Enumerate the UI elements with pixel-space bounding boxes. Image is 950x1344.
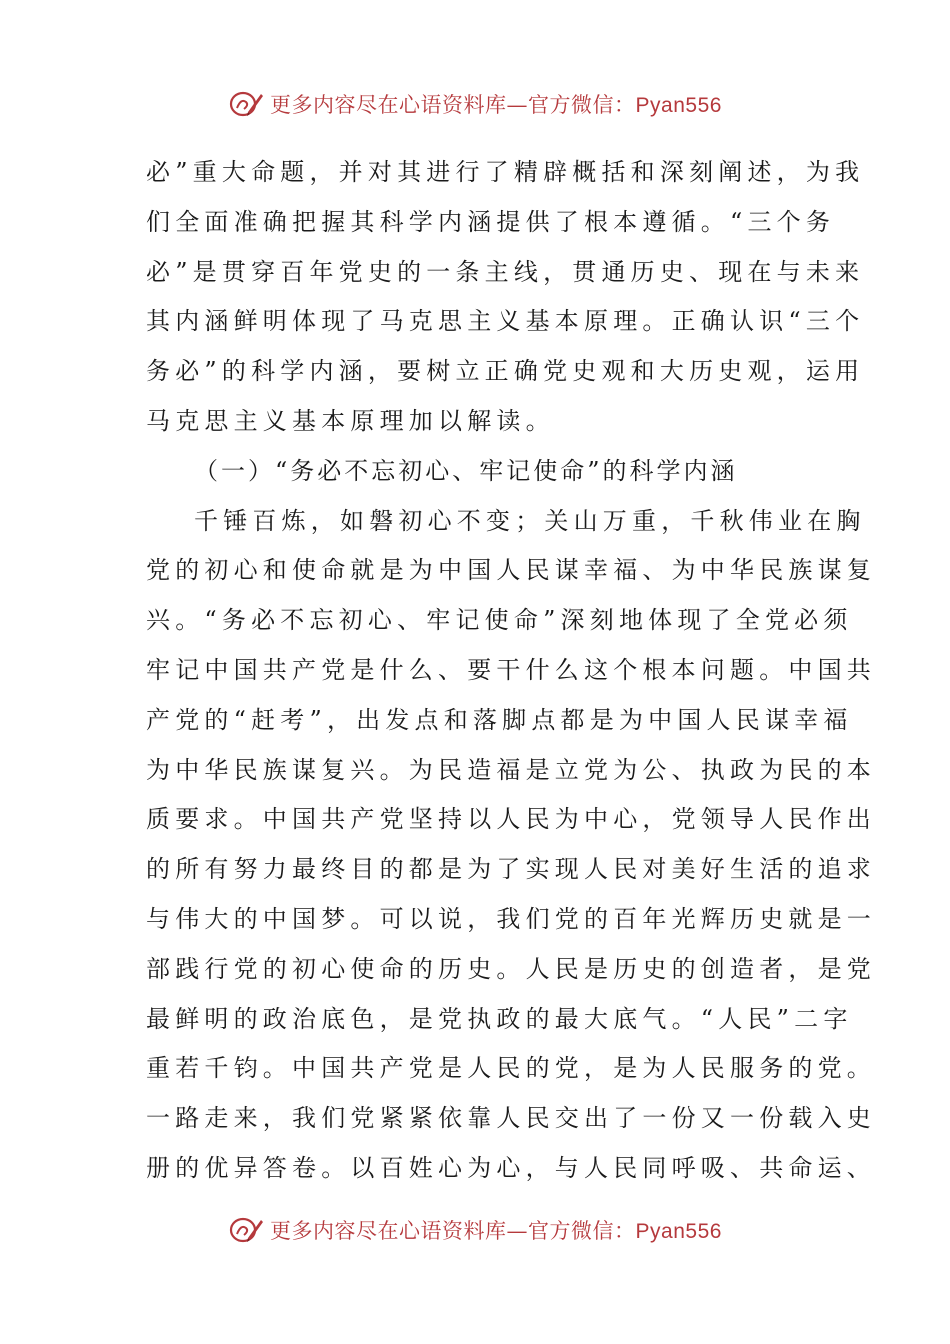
text-line: 一路走来，我们党紧紧依靠人民交出了一份又一份载入史: [146, 1104, 876, 1133]
text-line: 们全面准确把握其科学内涵提供了根本遵循。“三个务: [146, 207, 836, 236]
text-line: 与伟大的中国梦。可以说，我们党的百年光辉历史就是一: [146, 904, 876, 933]
text-line: 重若千钧。中国共产党是人民的党，是为人民服务的党。: [146, 1054, 876, 1083]
wechat-id: Pyan556: [635, 1220, 722, 1243]
text-line: 最鲜明的政治底色，是党执政的最大底气。“人民”二字: [146, 1004, 853, 1033]
text-line: 部践行党的初心使命的历史。人民是历史的创造者，是党: [146, 954, 876, 983]
paragraph-first-line: 千锤百炼，如磐初心不变；关山万重，千秋伟业在胸: [194, 506, 866, 535]
text-line: 牢记中国共产党是什么、要干什么这个根本问题。中国共: [146, 655, 876, 684]
text-line: 党的初心和使命就是为中国人民谋幸福、为中华民族谋复: [146, 556, 876, 585]
text-line: 务必”的科学内涵，要树立正确党史观和大历史观，运用: [146, 357, 865, 386]
watermark-label: 更多内容尽在心语资料库—官方微信：: [270, 1219, 636, 1243]
text-line: 兴。“务必不忘初心、牢记使命”深刻地体现了全党必须: [146, 606, 853, 635]
header-watermark: [0, 82, 950, 126]
text-line: 必”重大命题，并对其进行了精辟概括和深刻阐述，为我: [146, 158, 865, 186]
text-line: 产党的“赶考”，出发点和落脚点都是为中国人民谋幸福: [146, 705, 853, 734]
text-line: 为中华民族谋复兴。为民造福是立党为公、执政为民的本: [146, 755, 876, 784]
pen-signature-icon: [228, 1212, 264, 1248]
watermark-label: 更多内容尽在心语资料库—官方微信：: [270, 93, 636, 117]
text-line: 册的优异答卷。以百姓心为心，与人民同呼吸、共命运、: [146, 1153, 876, 1182]
wechat-id: Pyan556: [635, 94, 722, 117]
section-heading: （一）“务必不忘初心、牢记使命”的科学内涵: [194, 456, 738, 485]
text-line: 马克思主义基本原理加以解读。: [146, 406, 555, 435]
pen-signature-icon: [228, 86, 264, 122]
watermark-text: [270, 1215, 722, 1245]
text-line: 必”是贯穿百年党史的一条主线，贯通历史、现在与未来: [146, 257, 865, 286]
text-line: 其内涵鲜明体现了马克思主义基本原理。正确认识“三个: [146, 307, 865, 336]
text-line: 质要求。中国共产党坚持以人民为中心，党领导人民作出: [146, 805, 876, 834]
watermark-text: [270, 89, 722, 119]
footer-watermark: [0, 1208, 950, 1252]
text-line: 的所有努力最终目的都是为了实现人民对美好生活的追求: [146, 855, 876, 884]
document-body: [146, 148, 876, 1194]
